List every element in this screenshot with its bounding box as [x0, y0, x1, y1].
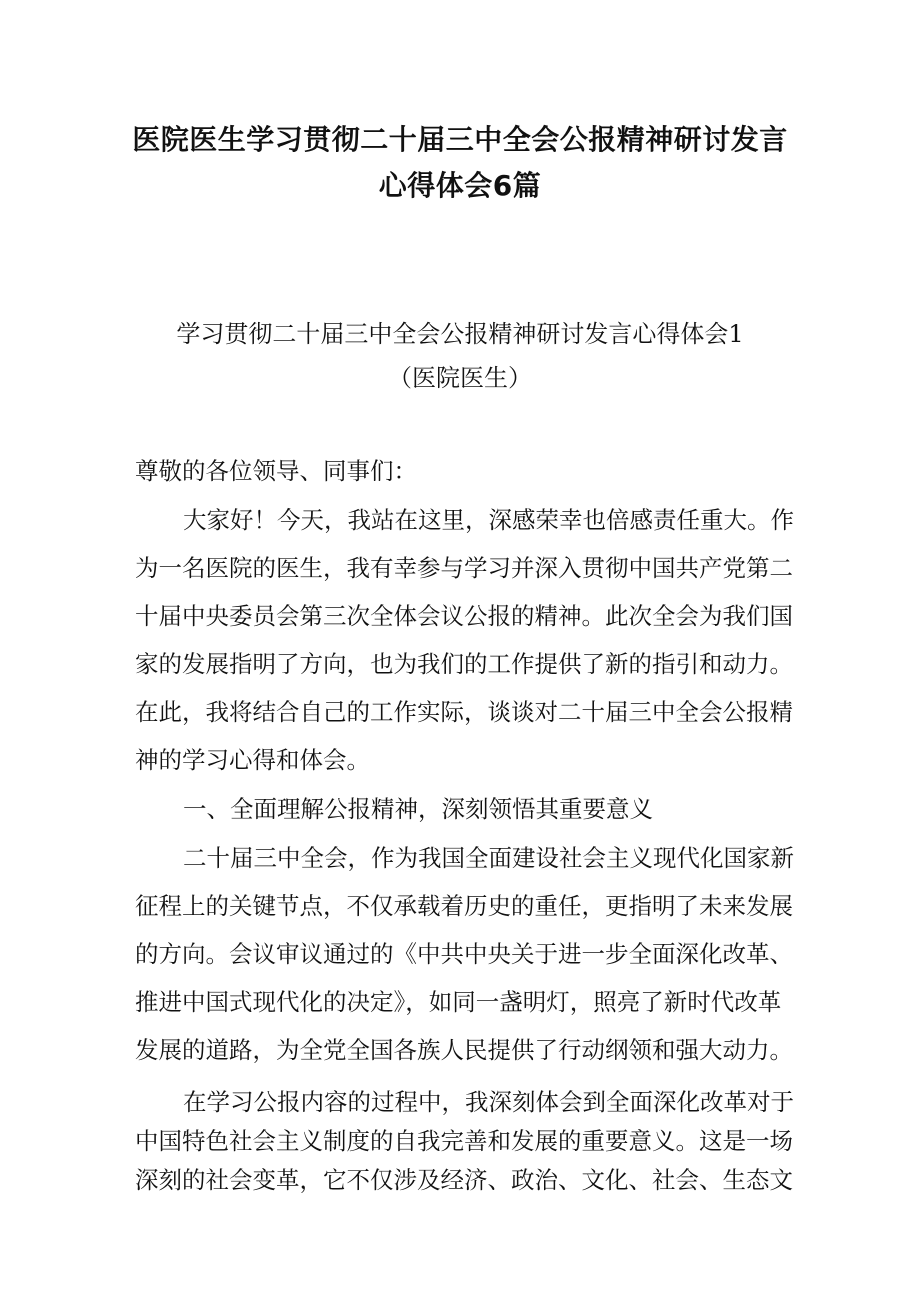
document-title-line-1: 医院医生学习贯彻二十届三中全会公报精神研讨发言 — [132, 123, 788, 156]
paragraph-line: 在此，我将结合自己的工作实际，谈谈对二十届三中全会公报精 — [135, 698, 793, 726]
paragraph-line: 深刻的社会变革，它不仅涉及经济、政治、文化、社会、生态文 — [135, 1166, 793, 1194]
paragraph-line: 中国特色社会主义制度的自我完善和发展的重要意义。这是一场 — [135, 1127, 793, 1155]
article-title-line-2: （医院医生） — [388, 364, 532, 392]
paragraph-line: 推进中国式现代化的决定》，如同一盏明灯，照亮了新时代改革 — [135, 988, 782, 1016]
paragraph-line: 家的发展指明了方向，也为我们的工作提供了新的指引和动力。 — [135, 650, 793, 678]
paragraph-line: 征程上的关键节点，不仅承载着历史的重任，更指明了未来发展 — [135, 892, 793, 920]
paragraph-line: 大家好！今天，我站在这里，深感荣幸也倍感责任重大。作 — [183, 506, 794, 534]
article-title-line-1: 学习贯彻二十届三中全会公报精神研讨发言心得体会1 — [176, 320, 744, 348]
paragraph-line: 二十届三中全会，作为我国全面建设社会主义现代化国家新 — [183, 844, 794, 872]
paragraph-line: 为一名医院的医生，我有幸参与学习并深入贯彻中国共产党第二 — [135, 554, 793, 582]
paragraph-line: 在学习公报内容的过程中，我深刻体会到全面深化改革对于 — [183, 1088, 794, 1116]
paragraph-line: 的方向。会议审议通过的《中共中央关于进一步全面深化改革、 — [135, 940, 793, 968]
paragraph-line: 十届中央委员会第三次全体会议公报的精神。此次全会为我们国 — [135, 602, 793, 630]
paragraph-line: 神的学习心得和体会。 — [135, 746, 370, 774]
section-heading: 一、全面理解公报精神，深刻领悟其重要意义 — [183, 795, 653, 823]
document-title-line-2: 心得体会6篇 — [378, 169, 542, 202]
greeting: 尊敬的各位领导、同事们： — [135, 457, 417, 485]
paragraph-line: 发展的道路，为全党全国各族人民提供了行动纲领和强大动力。 — [135, 1036, 793, 1064]
